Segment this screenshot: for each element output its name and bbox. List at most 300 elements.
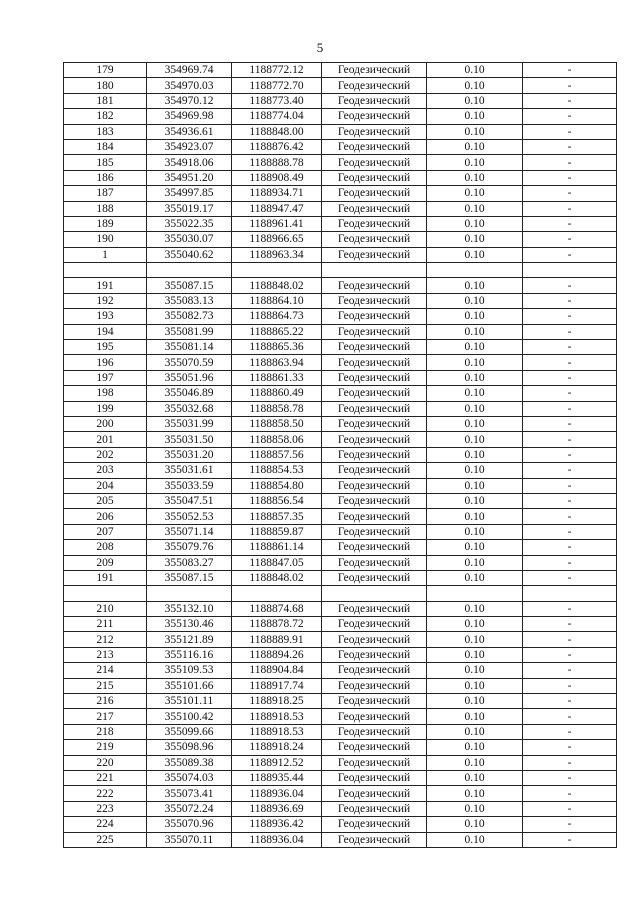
table-row (64, 663, 617, 678)
table-row (64, 540, 617, 555)
table-row (64, 694, 617, 709)
x-coordinate-cell: 355031.61 (147, 463, 232, 478)
point-number-cell: 204 (64, 478, 147, 493)
accuracy-cell: 0.10 (427, 493, 523, 508)
point-number-cell: 206 (64, 509, 147, 524)
y-coordinate-cell: 1188908.49 (232, 170, 322, 185)
table-row (64, 786, 617, 801)
description-cell: - (523, 416, 617, 431)
table-row (64, 186, 617, 201)
y-coordinate-cell: 1188858.50 (232, 416, 322, 431)
accuracy-cell: 0.10 (427, 709, 523, 724)
description-cell: - (523, 78, 617, 93)
y-coordinate-cell: 1188936.04 (232, 832, 322, 847)
accuracy-cell: 0.10 (427, 601, 523, 616)
table-row (64, 78, 617, 93)
y-coordinate-cell: 1188961.41 (232, 216, 322, 231)
accuracy-cell: 0.10 (427, 432, 523, 447)
y-coordinate-cell: 1188874.68 (232, 601, 322, 616)
point-number-cell: 224 (64, 817, 147, 832)
x-coordinate-cell: 355109.53 (147, 663, 232, 678)
table-row (64, 232, 617, 247)
point-number-cell: 205 (64, 493, 147, 508)
y-coordinate-cell: 1188912.52 (232, 755, 322, 770)
table-row (64, 478, 617, 493)
method-cell: Геодезический (322, 770, 427, 785)
table-row (64, 832, 617, 847)
x-coordinate-cell: 355130.46 (147, 617, 232, 632)
table-row (64, 340, 617, 355)
point-number-cell: 184 (64, 139, 147, 154)
table-row (64, 155, 617, 170)
point-number-cell: 209 (64, 555, 147, 570)
x-coordinate-cell: 355070.59 (147, 355, 232, 370)
point-number-cell: 191 (64, 570, 147, 585)
point-number-cell: 201 (64, 432, 147, 447)
x-coordinate-cell: 354970.12 (147, 93, 232, 108)
y-coordinate-cell: 1188894.26 (232, 647, 322, 662)
method-cell: Геодезический (322, 463, 427, 478)
table-row (64, 555, 617, 570)
x-coordinate-cell: 355030.07 (147, 232, 232, 247)
table-row (64, 740, 617, 755)
table-row (64, 570, 617, 585)
x-coordinate-cell: 355101.11 (147, 694, 232, 709)
x-coordinate-cell: 354970.03 (147, 78, 232, 93)
x-coordinate-cell: 355047.51 (147, 493, 232, 508)
accuracy-cell: 0.10 (427, 93, 523, 108)
table-row (64, 632, 617, 647)
table-row (64, 493, 617, 508)
description-cell: - (523, 324, 617, 339)
y-coordinate-cell: 1188947.47 (232, 201, 322, 216)
accuracy-cell: 0.10 (427, 139, 523, 154)
method-cell: Геодезический (322, 247, 427, 262)
x-coordinate-cell: 355121.89 (147, 632, 232, 647)
x-coordinate-cell: 354997.85 (147, 186, 232, 201)
accuracy-cell: 0.10 (427, 216, 523, 231)
x-coordinate-cell: 355087.15 (147, 278, 232, 293)
accuracy-cell: 0.10 (427, 63, 523, 78)
description-cell (523, 263, 617, 278)
y-coordinate-cell: 1188864.10 (232, 293, 322, 308)
y-coordinate-cell: 1188854.80 (232, 478, 322, 493)
y-coordinate-cell: 1188917.74 (232, 678, 322, 693)
x-coordinate-cell: 355100.42 (147, 709, 232, 724)
description-cell: - (523, 386, 617, 401)
table-row (64, 524, 617, 539)
description-cell: - (523, 247, 617, 262)
point-number-cell: 210 (64, 601, 147, 616)
y-coordinate-cell: 1188936.42 (232, 817, 322, 832)
accuracy-cell: 0.10 (427, 555, 523, 570)
description-cell: - (523, 216, 617, 231)
y-coordinate-cell: 1188904.84 (232, 663, 322, 678)
x-coordinate-cell: 355031.20 (147, 447, 232, 462)
description-cell: - (523, 663, 617, 678)
description-cell: - (523, 93, 617, 108)
point-number-cell: 1 (64, 247, 147, 262)
x-coordinate-cell: 355101.66 (147, 678, 232, 693)
x-coordinate-cell: 355083.13 (147, 293, 232, 308)
table-row (64, 139, 617, 154)
accuracy-cell: 0.10 (427, 355, 523, 370)
table-row (64, 617, 617, 632)
table-row (64, 447, 617, 462)
description-cell: - (523, 432, 617, 447)
method-cell: Геодезический (322, 355, 427, 370)
x-coordinate-cell: 355082.73 (147, 309, 232, 324)
accuracy-cell: 0.10 (427, 324, 523, 339)
description-cell: - (523, 186, 617, 201)
y-coordinate-cell: 1188918.25 (232, 694, 322, 709)
description-cell: - (523, 170, 617, 185)
description-cell: - (523, 678, 617, 693)
y-coordinate-cell: 1188934.71 (232, 186, 322, 201)
accuracy-cell: 0.10 (427, 109, 523, 124)
description-cell: - (523, 509, 617, 524)
method-cell: Геодезический (322, 401, 427, 416)
accuracy-cell: 0.10 (427, 755, 523, 770)
page-number: 5 (316, 40, 324, 55)
method-cell: Геодезический (322, 493, 427, 508)
table-row (64, 509, 617, 524)
accuracy-cell: 0.10 (427, 124, 523, 139)
accuracy-cell: 0.10 (427, 478, 523, 493)
description-cell: - (523, 355, 617, 370)
point-number-cell: 217 (64, 709, 147, 724)
y-coordinate-cell: 1188918.53 (232, 709, 322, 724)
point-number-cell: 222 (64, 786, 147, 801)
table-row (64, 386, 617, 401)
point-number-cell: 207 (64, 524, 147, 539)
table-row (64, 647, 617, 662)
accuracy-cell: 0.10 (427, 817, 523, 832)
point-number-cell: 182 (64, 109, 147, 124)
point-number-cell: 214 (64, 663, 147, 678)
point-number-cell: 194 (64, 324, 147, 339)
y-coordinate-cell: 1188774.04 (232, 109, 322, 124)
y-coordinate-cell: 1188935.44 (232, 770, 322, 785)
x-coordinate-cell: 355040.62 (147, 247, 232, 262)
point-number-cell: 215 (64, 678, 147, 693)
method-cell: Геодезический (322, 478, 427, 493)
table-row (64, 109, 617, 124)
table-row (64, 293, 617, 308)
accuracy-cell: 0.10 (427, 770, 523, 785)
method-cell: Геодезический (322, 109, 427, 124)
table-row (64, 401, 617, 416)
description-cell: - (523, 463, 617, 478)
point-number-cell: 191 (64, 278, 147, 293)
x-coordinate-cell: 355071.14 (147, 524, 232, 539)
accuracy-cell: 0.10 (427, 340, 523, 355)
method-cell: Геодезический (322, 216, 427, 231)
point-number-cell: 218 (64, 724, 147, 739)
x-coordinate-cell: 354951.20 (147, 170, 232, 185)
accuracy-cell: 0.10 (427, 155, 523, 170)
method-cell: Геодезический (322, 617, 427, 632)
method-cell: Геодезический (322, 78, 427, 93)
y-coordinate-cell: 1188848.02 (232, 278, 322, 293)
description-cell: - (523, 109, 617, 124)
description-cell: - (523, 493, 617, 508)
accuracy-cell: 0.10 (427, 78, 523, 93)
description-cell: - (523, 617, 617, 632)
accuracy-cell: 0.10 (427, 570, 523, 585)
y-coordinate-cell (232, 263, 322, 278)
point-number-cell: 216 (64, 694, 147, 709)
method-cell: Геодезический (322, 201, 427, 216)
description-cell: - (523, 632, 617, 647)
accuracy-cell (427, 586, 523, 601)
x-coordinate-cell: 354923.07 (147, 139, 232, 154)
x-coordinate-cell: 355070.96 (147, 817, 232, 832)
y-coordinate-cell: 1188936.69 (232, 801, 322, 816)
table-row (64, 63, 617, 78)
table-row (64, 432, 617, 447)
y-coordinate-cell: 1188857.35 (232, 509, 322, 524)
x-coordinate-cell: 354969.74 (147, 63, 232, 78)
x-coordinate-cell: 355089.38 (147, 755, 232, 770)
description-cell: - (523, 724, 617, 739)
point-number-cell: 219 (64, 740, 147, 755)
accuracy-cell: 0.10 (427, 694, 523, 709)
x-coordinate-cell: 355051.96 (147, 370, 232, 385)
point-number-cell: 192 (64, 293, 147, 308)
method-cell: Геодезический (322, 155, 427, 170)
method-cell: Геодезический (322, 709, 427, 724)
description-cell: - (523, 817, 617, 832)
x-coordinate-cell: 355019.17 (147, 201, 232, 216)
point-number-cell: 189 (64, 216, 147, 231)
description-cell: - (523, 63, 617, 78)
table-row (64, 724, 617, 739)
y-coordinate-cell: 1188966.65 (232, 232, 322, 247)
x-coordinate-cell: 355087.15 (147, 570, 232, 585)
accuracy-cell: 0.10 (427, 201, 523, 216)
x-coordinate-cell: 355081.99 (147, 324, 232, 339)
description-cell: - (523, 401, 617, 416)
method-cell: Геодезический (322, 324, 427, 339)
y-coordinate-cell: 1188847.05 (232, 555, 322, 570)
method-cell: Геодезический (322, 124, 427, 139)
table-row (64, 309, 617, 324)
method-cell: Геодезический (322, 432, 427, 447)
point-number-cell: 212 (64, 632, 147, 647)
point-number-cell: 208 (64, 540, 147, 555)
point-number-cell: 221 (64, 770, 147, 785)
point-number-cell: 225 (64, 832, 147, 847)
point-number-cell: 202 (64, 447, 147, 462)
table-row (64, 770, 617, 785)
method-cell: Геодезический (322, 447, 427, 462)
table-row (64, 463, 617, 478)
description-cell: - (523, 293, 617, 308)
table-row (64, 817, 617, 832)
x-coordinate-cell: 355022.35 (147, 216, 232, 231)
point-number-cell: 180 (64, 78, 147, 93)
point-number-cell: 223 (64, 801, 147, 816)
table-row (64, 247, 617, 262)
method-cell: Геодезический (322, 632, 427, 647)
x-coordinate-cell: 355072.24 (147, 801, 232, 816)
point-number-cell: 220 (64, 755, 147, 770)
accuracy-cell: 0.10 (427, 524, 523, 539)
x-coordinate-cell (147, 586, 232, 601)
point-number-cell: 190 (64, 232, 147, 247)
description-cell: - (523, 278, 617, 293)
description-cell: - (523, 601, 617, 616)
accuracy-cell: 0.10 (427, 463, 523, 478)
accuracy-cell: 0.10 (427, 278, 523, 293)
description-cell: - (523, 647, 617, 662)
description-cell: - (523, 155, 617, 170)
accuracy-cell: 0.10 (427, 617, 523, 632)
method-cell: Геодезический (322, 63, 427, 78)
x-coordinate-cell: 354918.06 (147, 155, 232, 170)
method-cell: Геодезический (322, 694, 427, 709)
table-row (64, 370, 617, 385)
y-coordinate-cell: 1188848.00 (232, 124, 322, 139)
method-cell: Геодезический (322, 786, 427, 801)
x-coordinate-cell: 355031.50 (147, 432, 232, 447)
accuracy-cell: 0.10 (427, 801, 523, 816)
method-cell: Геодезический (322, 386, 427, 401)
x-coordinate-cell: 354936.61 (147, 124, 232, 139)
table-row (64, 678, 617, 693)
x-coordinate-cell: 355031.99 (147, 416, 232, 431)
description-cell: - (523, 694, 617, 709)
method-cell: Геодезический (322, 139, 427, 154)
separator-row (64, 263, 617, 278)
description-cell: - (523, 755, 617, 770)
description-cell: - (523, 232, 617, 247)
description-cell: - (523, 832, 617, 847)
accuracy-cell: 0.10 (427, 832, 523, 847)
accuracy-cell: 0.10 (427, 309, 523, 324)
accuracy-cell: 0.10 (427, 740, 523, 755)
method-cell (322, 263, 427, 278)
accuracy-cell: 0.10 (427, 509, 523, 524)
description-cell: - (523, 740, 617, 755)
y-coordinate-cell: 1188963.34 (232, 247, 322, 262)
method-cell: Геодезический (322, 678, 427, 693)
description-cell: - (523, 770, 617, 785)
method-cell: Геодезический (322, 524, 427, 539)
table-row (64, 801, 617, 816)
y-coordinate-cell: 1188918.24 (232, 740, 322, 755)
method-cell: Геодезический (322, 416, 427, 431)
y-coordinate-cell: 1188861.14 (232, 540, 322, 555)
method-cell: Геодезический (322, 724, 427, 739)
point-number-cell: 183 (64, 124, 147, 139)
point-number-cell (64, 263, 147, 278)
y-coordinate-cell: 1188858.06 (232, 432, 322, 447)
description-cell: - (523, 124, 617, 139)
y-coordinate-cell: 1188863.94 (232, 355, 322, 370)
method-cell: Геодезический (322, 555, 427, 570)
method-cell: Геодезический (322, 801, 427, 816)
accuracy-cell: 0.10 (427, 401, 523, 416)
accuracy-cell: 0.10 (427, 170, 523, 185)
y-coordinate-cell: 1188848.02 (232, 570, 322, 585)
description-cell: - (523, 139, 617, 154)
table-row (64, 416, 617, 431)
x-coordinate-cell: 355132.10 (147, 601, 232, 616)
x-coordinate-cell: 355074.03 (147, 770, 232, 785)
point-number-cell: 195 (64, 340, 147, 355)
point-number-cell: 193 (64, 309, 147, 324)
x-coordinate-cell: 355032.68 (147, 401, 232, 416)
description-cell: - (523, 340, 617, 355)
point-number-cell: 196 (64, 355, 147, 370)
y-coordinate-cell: 1188865.36 (232, 340, 322, 355)
method-cell: Геодезический (322, 755, 427, 770)
method-cell: Геодезический (322, 293, 427, 308)
method-cell: Геодезический (322, 601, 427, 616)
description-cell: - (523, 786, 617, 801)
accuracy-cell: 0.10 (427, 647, 523, 662)
y-coordinate-cell: 1188878.72 (232, 617, 322, 632)
x-coordinate-cell: 355073.41 (147, 786, 232, 801)
x-coordinate-cell: 355079.76 (147, 540, 232, 555)
x-coordinate-cell (147, 263, 232, 278)
accuracy-cell: 0.10 (427, 786, 523, 801)
accuracy-cell: 0.10 (427, 540, 523, 555)
table-row (64, 93, 617, 108)
y-coordinate-cell: 1188854.53 (232, 463, 322, 478)
y-coordinate-cell: 1188888.78 (232, 155, 322, 170)
y-coordinate-cell: 1188858.78 (232, 401, 322, 416)
description-cell: - (523, 540, 617, 555)
accuracy-cell: 0.10 (427, 232, 523, 247)
accuracy-cell: 0.10 (427, 186, 523, 201)
accuracy-cell: 0.10 (427, 247, 523, 262)
description-cell: - (523, 801, 617, 816)
point-number-cell: 187 (64, 186, 147, 201)
method-cell: Геодезический (322, 540, 427, 555)
y-coordinate-cell: 1188918.53 (232, 724, 322, 739)
table-row (64, 601, 617, 616)
x-coordinate-cell: 355116.16 (147, 647, 232, 662)
point-number-cell: 188 (64, 201, 147, 216)
point-number-cell: 213 (64, 647, 147, 662)
accuracy-cell: 0.10 (427, 370, 523, 385)
description-cell: - (523, 370, 617, 385)
y-coordinate-cell: 1188889.91 (232, 632, 322, 647)
point-number-cell: 199 (64, 401, 147, 416)
description-cell: - (523, 555, 617, 570)
accuracy-cell: 0.10 (427, 724, 523, 739)
y-coordinate-cell (232, 586, 322, 601)
table-row (64, 355, 617, 370)
x-coordinate-cell: 355033.59 (147, 478, 232, 493)
point-number-cell: 197 (64, 370, 147, 385)
method-cell: Геодезический (322, 509, 427, 524)
point-number-cell: 179 (64, 63, 147, 78)
accuracy-cell: 0.10 (427, 386, 523, 401)
method-cell: Геодезический (322, 170, 427, 185)
accuracy-cell: 0.10 (427, 632, 523, 647)
description-cell: - (523, 570, 617, 585)
method-cell: Геодезический (322, 570, 427, 585)
y-coordinate-cell: 1188856.54 (232, 493, 322, 508)
table-row (64, 216, 617, 231)
separator-row (64, 586, 617, 601)
y-coordinate-cell: 1188772.12 (232, 63, 322, 78)
method-cell: Геодезический (322, 278, 427, 293)
